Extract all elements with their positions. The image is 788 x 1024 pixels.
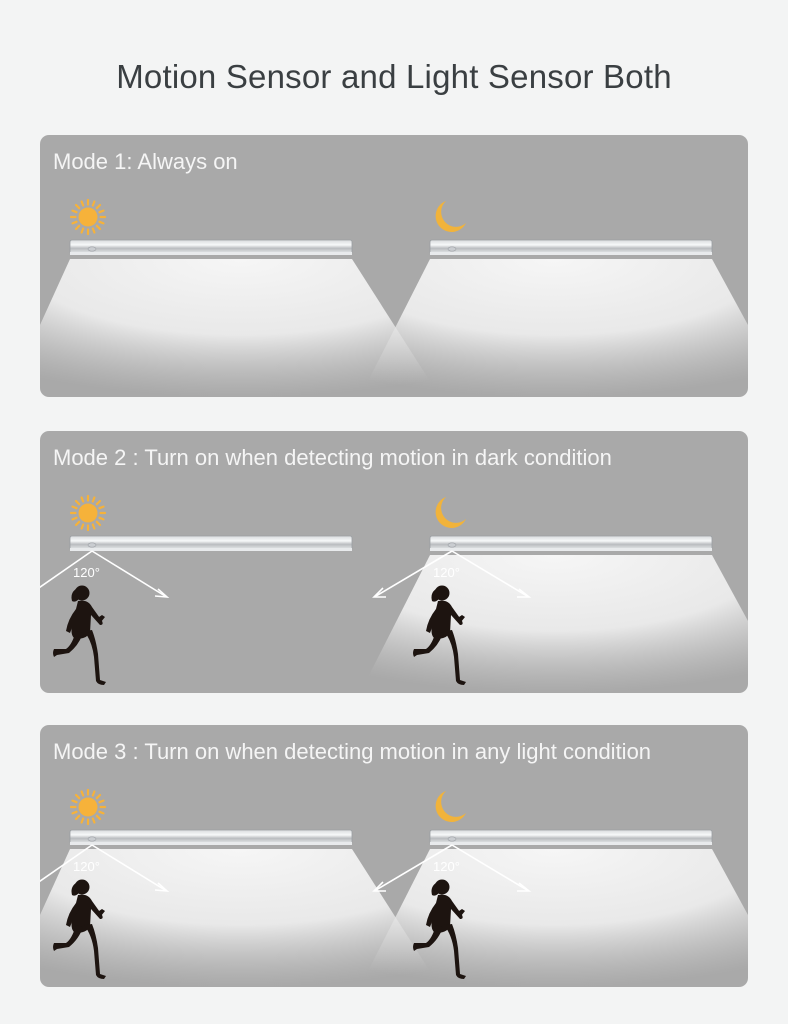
page-title: Motion Sensor and Light Sensor Both — [116, 58, 672, 95]
moon-icon — [436, 791, 466, 822]
sun-icon — [71, 496, 105, 530]
night-sensor-angle-label: 120° — [433, 859, 460, 874]
mode-1-night-light-beam — [360, 259, 748, 397]
mode-1-title: Mode 1: Always on — [53, 149, 238, 174]
night-light-bar — [430, 830, 712, 845]
night-sensor-angle-label: 120° — [433, 565, 460, 580]
sun-icon — [71, 790, 105, 824]
moon-icon — [436, 201, 466, 232]
night-light-bar — [430, 536, 712, 551]
night-light-bar — [430, 240, 712, 255]
day-light-bar — [70, 830, 352, 845]
mode-1-panel — [40, 135, 748, 397]
day-light-bar — [70, 240, 352, 255]
day-sensor-range-arrows — [40, 551, 167, 601]
sun-icon — [71, 200, 105, 234]
mode-3-night-light-beam — [360, 849, 748, 987]
day-sensor-angle-label: 120° — [73, 565, 100, 580]
mode-3-title: Mode 3 : Turn on when detecting motion in any light condition — [53, 739, 652, 764]
mode-2-title: Mode 2 : Turn on when detecting motion in dark condition — [53, 445, 612, 470]
day-light-bar — [70, 536, 352, 551]
moon-icon — [436, 497, 466, 528]
mode-2-night-light-beam — [360, 555, 748, 693]
mode-2-panel — [40, 431, 748, 693]
mode-3-panel — [40, 725, 748, 987]
running-person-icon — [53, 586, 106, 686]
day-sensor-angle-label: 120° — [73, 859, 100, 874]
